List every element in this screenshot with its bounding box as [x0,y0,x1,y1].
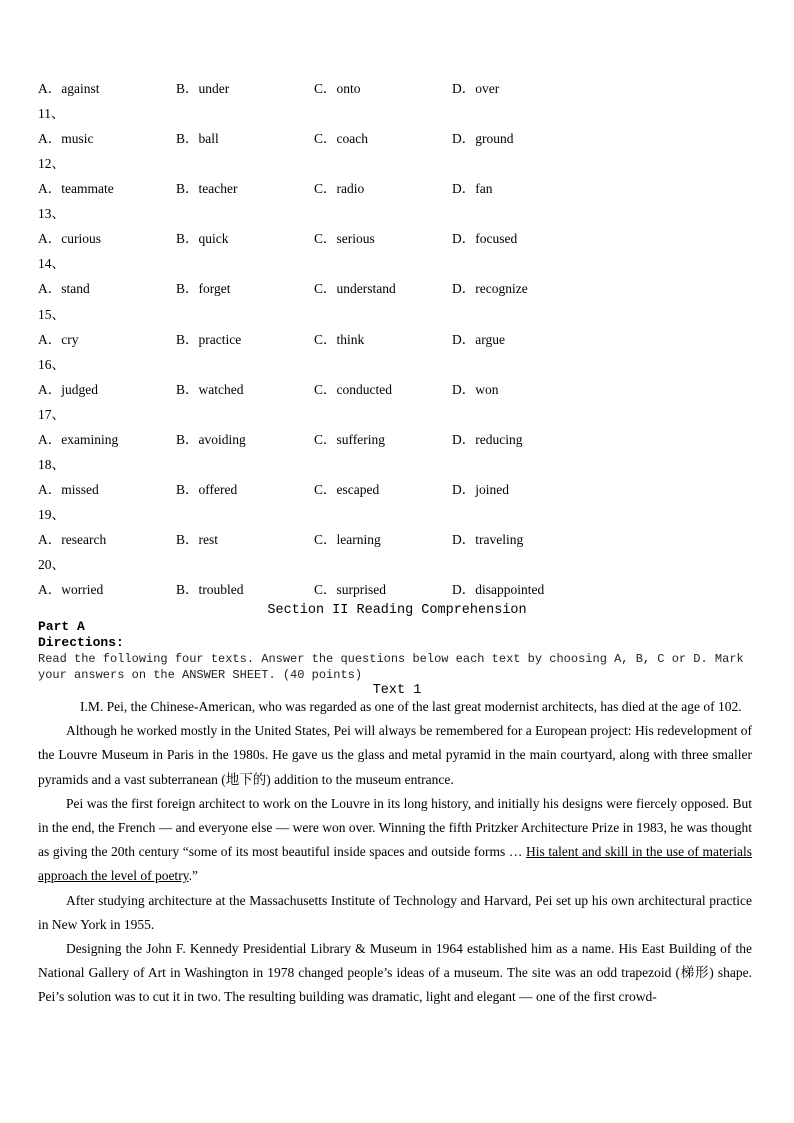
question-number: 20、 [38,557,65,572]
answer-option: D．fan [452,181,493,197]
text-title: Text 1 [372,683,422,698]
paragraph: Designing the John F. Kennedy Presidential Library & Museum in 1964 established him as a name. His East Building of the National Gallery of Art in Washington in 1978 changed people’s ideas of a museum. The site was an odd trapezoid (梯形) shape. Pei’s solution was to cut it in two. The resulting building was dramatic, light and elegant — one of the first crowd- [38,941,752,1005]
question-number: 12、 [38,156,65,172]
paragraph: After studying architecture at the Massachusetts Institute of Technology and Harvard, Pei set up his own architectural practice in New York in 1955. [38,892,752,932]
section-title: Section II Reading Comprehension [267,603,527,618]
answer-option: A．missed [38,481,99,497]
answer-option: D．argue [452,331,505,347]
question-number: 18、 [38,456,65,472]
answer-option: A．research [38,531,107,547]
answer-option: C．onto [314,81,361,96]
answer-option: A．cry [38,331,79,347]
answer-option: D．disappointed [452,582,545,597]
answer-option: A．teammate [38,181,114,197]
answer-option: C．suffering [314,431,385,447]
paragraph: I.M. Pei, the Chinese-American, who was regarded as one of the last great modernist architects, has died at the age of 102. [80,699,742,714]
answer-option: A．examining [38,431,119,447]
answer-option: C．coach [314,131,368,147]
answer-option: B．avoiding [176,431,246,447]
question-number: 14、 [38,256,65,272]
answer-option: C．understand [314,281,396,297]
answer-option: B．teacher [176,181,238,197]
answer-option: D．ground [452,131,514,147]
answer-option: A．against [38,81,100,96]
answer-option: D．won [452,381,499,397]
answer-option: C．learning [314,531,381,547]
question-number: 11、 [38,106,65,122]
paragraph-text: .” [188,868,198,884]
answer-option: B．under [176,81,230,96]
paragraph-text: Pei was the first foreign architect to work on the Louvre in its long history, and initially his designs were fiercely opposed. But in the end, the French — and everyone else — were won over. Winning the fifth Pritzker Architecture Prize in 1983, he was thought as giving the 20th century “some of its most beautiful inside spaces and outside forms … [38,795,752,860]
question-number: 17、 [38,406,65,422]
answer-option: D．reducing [452,431,523,447]
directions-text: Read the following four texts. Answer the questions below each text by choosing A, B, C or D. Mark your answers on the ANSWER SHEET. (40 points) [38,652,744,682]
answer-option: C．surprised [314,582,386,597]
answer-option: B．ball [176,131,219,147]
part-label: Part A [38,619,85,634]
directions-label: Directions: [38,635,124,650]
answer-option: B．practice [176,331,242,347]
answer-option: B．troubled [176,582,244,597]
answer-option: B．rest [176,531,218,547]
answer-option: A．stand [38,281,90,297]
answer-option: D．traveling [452,531,524,547]
answer-option: C．radio [314,181,365,197]
answer-option: B．offered [176,481,238,497]
article [38,695,752,1010]
question-number: 16、 [38,356,65,372]
answer-option: C．serious [314,231,375,247]
answer-option: A．worried [38,582,104,597]
answer-option: B．quick [176,231,229,247]
question-number: 13、 [38,206,65,222]
underlined-quote: His talent and skill in the use of materials approach the level of poetry [38,844,752,884]
answer-option: C．think [314,331,365,347]
paragraph [38,792,752,889]
answer-option: A．judged [38,381,98,397]
question-number: 19、 [38,506,65,522]
answer-option: A．music [38,131,94,147]
answer-option: C．escaped [314,481,380,497]
answer-option: A．curious [38,231,101,247]
answer-option: D．joined [452,481,509,497]
answer-option: D．focused [452,231,518,247]
answer-option: B．watched [176,381,244,397]
part-heading [38,619,124,651]
answer-option: B．forget [176,281,231,297]
answer-option: C．conducted [314,381,392,397]
answer-option: D．recognize [452,281,528,297]
paragraph: Although he worked mostly in the United States, Pei will always be remembered for a European project: His redevelopment of the Louvre Museum in Paris in the 1980s. He gave us the glass and metal pyramid in the main courtyard, along with three smaller pyramids and a vast subterranean (地下的) addition to the museum entrance. [38,723,752,787]
answer-option: D．over [452,81,500,96]
question-number: 15、 [38,306,65,322]
